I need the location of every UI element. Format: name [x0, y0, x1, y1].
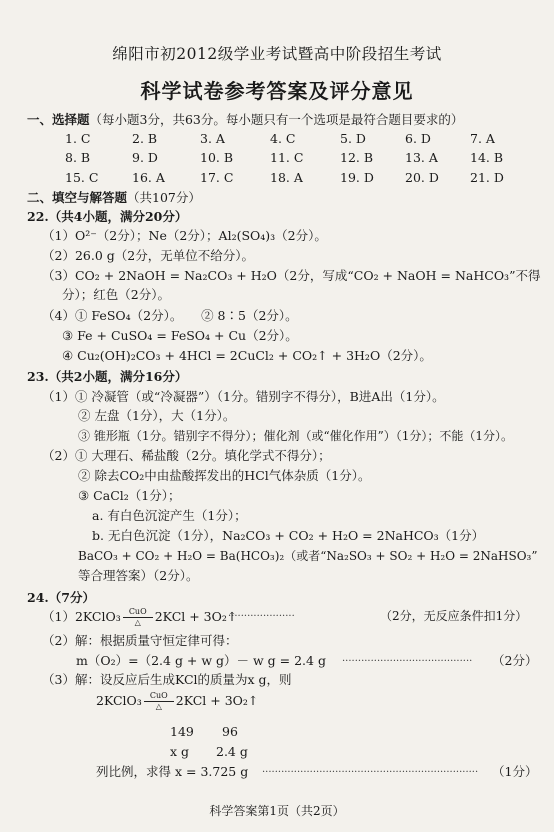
choice-answer: 11. C [270, 150, 304, 165]
eq1-product: 2KCl + 3O₂↑ [154, 609, 238, 624]
unknown-mass-kcl: x g [170, 744, 190, 759]
choice-answer: 7. A [470, 131, 495, 146]
eq2-heat: △ [155, 701, 162, 711]
choice-answer: 17. C [200, 170, 234, 185]
q23-2-3d: 等合理答案）（2分）。 [78, 568, 199, 583]
q23-1-1: （1）① 冷凝管（或“冷凝器”）（1分。错别字不得分），B进A出（1分）。 [42, 389, 445, 404]
q22-1: （1）O²⁻（2分）；Ne（2分）；Al₂(SO₄)₃（2分）。 [42, 228, 327, 243]
q22-3-cont: 分）；红色（2分）。 [62, 287, 170, 302]
choice-answer: 6. D [405, 131, 431, 146]
choice-answer: 3. A [200, 131, 225, 146]
eq2-product: 2KCl + 3O₂↑ [175, 693, 259, 708]
eq1-score: （2分，无反应条件扣1分） [380, 609, 528, 623]
page-footer: 科学答案第1页（共2页） [209, 804, 345, 818]
q24-2-dots: ········································· [342, 656, 473, 667]
q24-3-conclusion: 列比例，求得 x = 3.725 g [96, 764, 249, 779]
q22-header: 22.（共4小题，满分20分） [27, 209, 188, 224]
q23-2-1: （2）① 大理石、稀盐酸（2分。填化学式不得分）； [42, 448, 331, 463]
section1-header [27, 112, 463, 128]
choice-answer: 19. D [340, 170, 374, 185]
choice-answer: 12. B [340, 150, 374, 165]
q23-2-3c: BaCO₃ + CO₂ + H₂O = Ba(HCO₃)₂（或者“Na₂SO₃ + SO₂ + H₂O = 2NaHSO₃” [78, 549, 538, 563]
choice-answer: 20. D [405, 170, 439, 185]
choice-answer: 5. D [340, 131, 366, 146]
choice-answer: 8. B [65, 150, 91, 165]
eq2-condition [144, 691, 174, 713]
section2-note: （共107分） [127, 190, 201, 205]
q23-2-3a: a. 有白色沉淀产生（1分）； [92, 508, 247, 523]
choice-answer: 18. A [270, 170, 303, 185]
q22-2: （2）26.0 g（2分，无单位不给分）。 [42, 248, 254, 263]
q24-header: 24.（7分） [27, 590, 95, 605]
q24-2-score: （2分） [492, 653, 538, 668]
q24-3-label: （3）解：设反应后生成KCl的质量为x g，则 [42, 672, 292, 687]
section1-heading: 一、选择题 [27, 112, 90, 127]
section2-header [27, 190, 201, 206]
q24-3-equation [96, 690, 258, 714]
q22-3: （3）CO₂ + 2NaOH = Na₂CO₃ + H₂O（2分，写成“CO₂ + NaOH = NaHCO₃”不得 [42, 268, 541, 283]
q24-3-dots: ···································································· [262, 767, 479, 778]
q22-4: （4）① FeSO₄（2分）。 ② 8∶5（2分）。 [42, 308, 298, 323]
choice-answer: 21. D [470, 170, 504, 185]
q22-4-4: ④ Cu₂(OH)₂CO₃ + 4HCl = 2CuCl₂ + CO₂↑ + 3H₂O（2分）。 [62, 348, 432, 363]
q24-2-label: （2）解：根据质量守恒定律可得： [42, 633, 238, 648]
q24-1-equation [42, 606, 237, 630]
document-subtitle: 科学试卷参考答案及评分意见 [140, 79, 414, 103]
q23-1-2: ② 左盘（1分），大（1分）。 [78, 408, 236, 423]
eq2-reactant: 2KClO₃ [96, 693, 142, 708]
q23-2-2: ② 除去CO₂中由盐酸挥发出的HCl气体杂质（1分）。 [78, 468, 371, 483]
q23-2-3b: b. 无白色沉淀（1分），Na₂CO₃ + CO₂ + H₂O = 2NaHCO₃（1分） [92, 528, 485, 543]
choice-answer: 15. C [65, 170, 99, 185]
eq2-catalyst: CuO [149, 690, 168, 700]
q24-2-formula: m（O₂）=（2.4 g + w g）－ w g = 2.4 g [76, 653, 326, 668]
eq1-heat: △ [134, 617, 141, 627]
choice-answer: 10. B [200, 150, 234, 165]
mass-o2: 2.4 g [216, 744, 248, 759]
eq1-reactant: （1）2KClO₃ [42, 609, 121, 624]
molar-mass-kcl: 149 [170, 724, 194, 739]
choice-answer: 13. A [405, 150, 438, 165]
eq1-condition [123, 607, 153, 629]
choice-answer: 4. C [270, 131, 296, 146]
q24-3-score: （1分） [492, 764, 538, 779]
section2-heading: 二、填空与解答题 [27, 190, 128, 205]
choice-answer: 2. B [132, 131, 158, 146]
eq1-dots: ····················· [228, 611, 295, 622]
choice-answer: 1. C [65, 131, 91, 146]
q23-header: 23.（共2小题，满分16分） [27, 369, 188, 384]
q23-1-3: ③ 锥形瓶（1分。错别字不得分）；催化剂（或“催化作用”）（1分）；不能（1分）。 [78, 429, 513, 443]
eq1-catalyst: CuO [128, 606, 147, 616]
choice-answer: 16. A [132, 170, 165, 185]
q23-2-3: ③ CaCl₂（1分）； [78, 488, 181, 503]
document-title: 绵阳市初2012级学业考试暨高中阶段招生考试 [112, 45, 442, 63]
molar-mass-o2: 96 [222, 724, 238, 739]
choice-answer: 9. D [132, 150, 158, 165]
q22-4-3: ③ Fe + CuSO₄ = FeSO₄ + Cu（2分）。 [62, 328, 298, 343]
section1-note: （每小题3分，共63分。每小题只有一个选项是最符合题目要求的） [89, 112, 464, 127]
choice-answer: 14. B [470, 150, 504, 165]
